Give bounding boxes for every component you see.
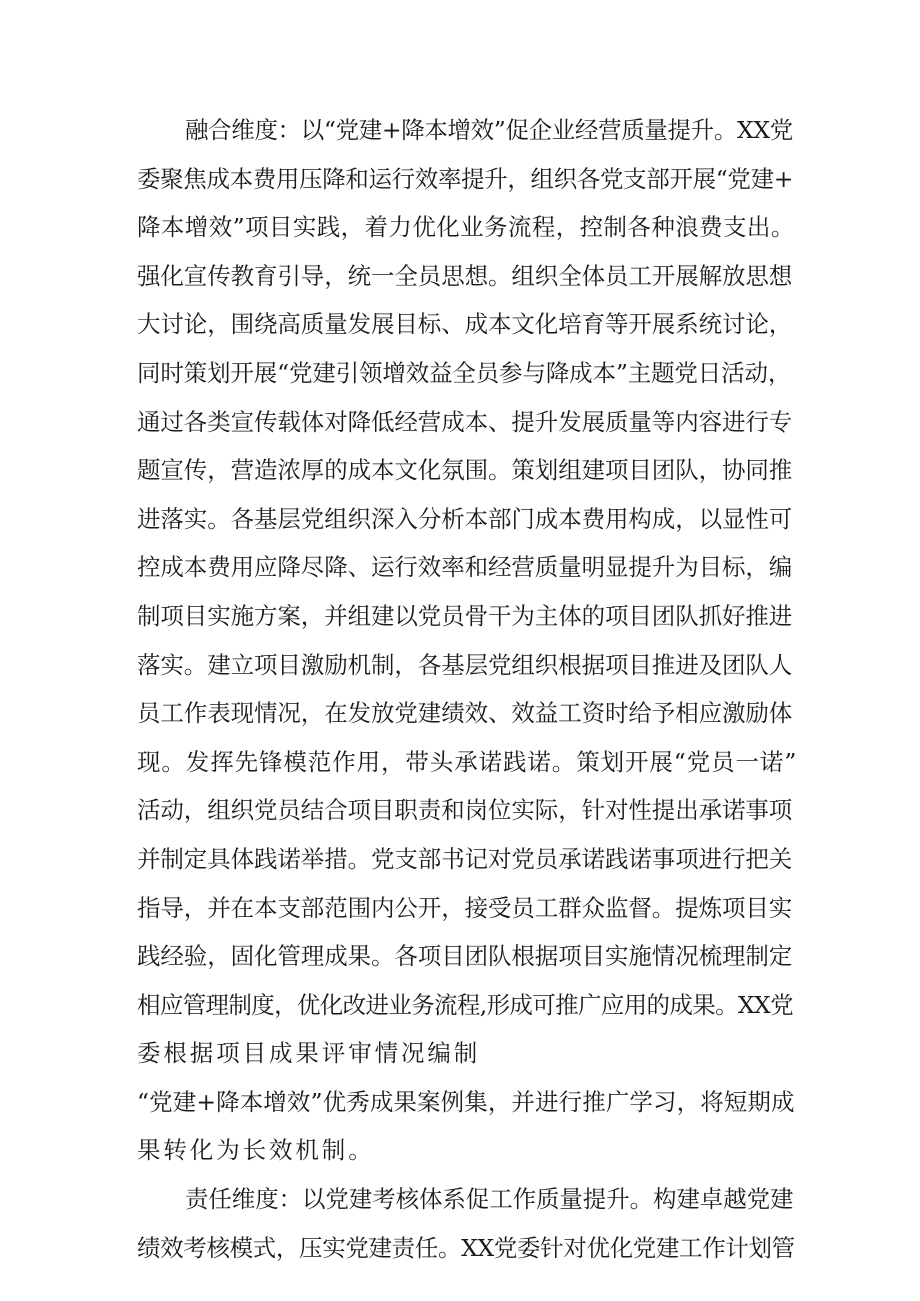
text-line: 责任维度：以党建考核体系促工作质量提升。构建卓越党建 [185, 1185, 794, 1214]
text-line: 强化宣传教育引导，统一全员思想。组织全体员工开展解放思想 [137, 261, 793, 290]
text-line: 践经验，固化管理成果。各项目团队根据项目实施情况梳理制定 [137, 942, 793, 971]
text-line: 题宣传，营造浓厚的成本文化氛围。策划组建项目团队，协同推 [137, 456, 793, 485]
document-body [137, 106, 797, 1272]
text-line: 指导，并在本支部范围内公开，接受员工群众监督。提炼项目实 [137, 893, 793, 922]
text-line: 降本增效”项目实践，着力优化业务流程，控制各种浪费支出。 [137, 213, 795, 242]
text-line: 员工作表现情况，在发放党建绩效、效益工资时给予相应激励体 [137, 699, 793, 728]
text-line: 制项目实施方案，并组建以党员骨干为主体的项目团队抓好推进 [137, 601, 793, 630]
text-line: 现。发挥先锋模范作用，带头承诺践诺。策划开展“党员一诺” [137, 747, 798, 776]
text-line: 融合维度：以“党建+降本增效”促企业经营质量提升。XX党 [185, 116, 793, 144]
text-line: 活动，组织党员结合项目职责和岗位实际，针对性提出承诺事项 [137, 796, 793, 825]
text-line: 同时策划开展“党建引领增效益全员参与降成本”主题党日活动， [137, 358, 792, 387]
text-line: 通过各类宣传载体对降低经营成本、提升发展质量等内容进行专 [137, 407, 793, 436]
text-line: 控成本费用应降尽降、运行效率和经营质量明显提升为目标，编 [137, 553, 793, 582]
text-line: 落实。建立项目激励机制，各基层党组织根据项目推进及团队人 [137, 650, 793, 679]
text-line: 果转化为长效机制。 [137, 1136, 375, 1165]
text-line: 委聚焦成本费用压降和运行效率提升，组织各党支部开展“党建+ [137, 164, 794, 193]
text-line: 委根据项目成果评审情况编制 [137, 1039, 481, 1068]
paragraph-responsibility-dimension [137, 1175, 797, 1272]
text-line: 相应管理制度，优化改进业务流程,形成可推广应用的成果。XX党 [137, 990, 793, 1019]
text-line: 绩效考核模式，压实党建责任。XX党委针对优化党建工作计划管 [137, 1233, 795, 1262]
text-line: 并制定具体践诺举措。党支部书记对党员承诺践诺事项进行把关 [137, 844, 793, 873]
text-line: “党建+降本增效”优秀成果案例集，并进行推广学习，将短期成 [137, 1087, 795, 1116]
paragraph-integration-dimension [137, 106, 797, 1175]
text-line: 大讨论，围绕高质量发展目标、成本文化培育等开展系统讨论， [137, 310, 793, 339]
text-line: 进落实。各基层党组织深入分析本部门成本费用构成，以显性可 [137, 504, 793, 533]
